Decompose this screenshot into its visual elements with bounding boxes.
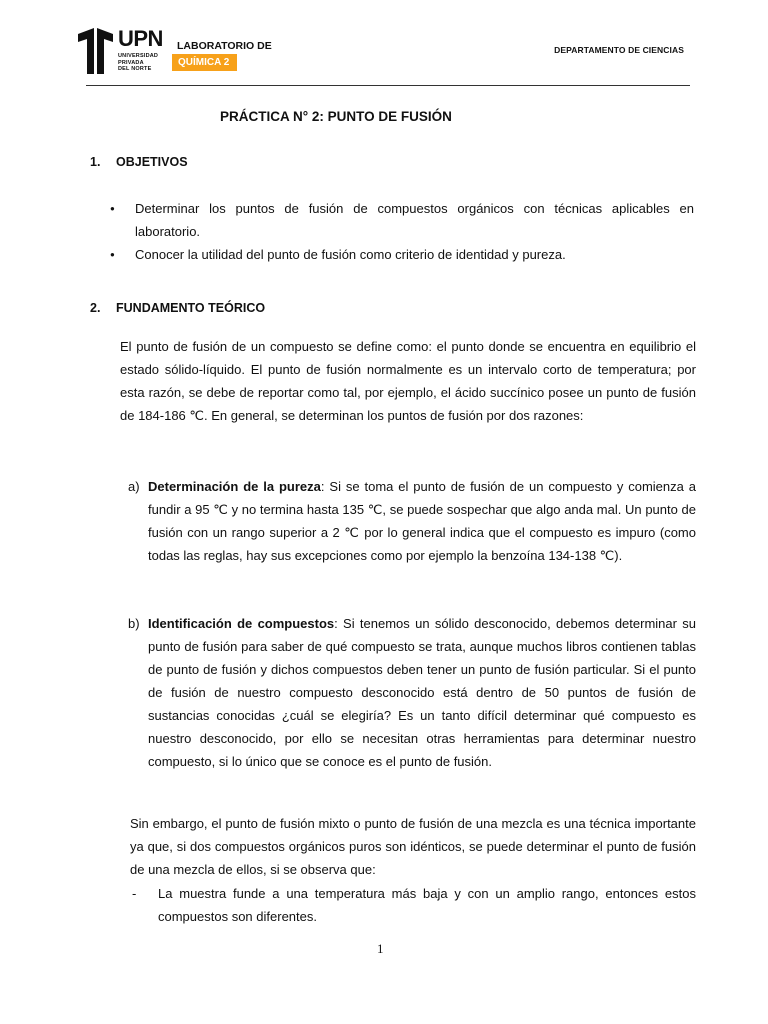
section-heading-fundamento: 2. FUNDAMENTO TEÓRICO xyxy=(90,301,266,315)
department-label: DEPARTAMENTO DE CIENCIAS xyxy=(554,45,684,55)
upn-torch-logo-icon xyxy=(78,28,116,74)
list-item-b: b) Identificación de compuestos: Si tenemos un sólido desconocido, debemos determinar su punto de fusión para saber de qué compuesto se trata, aunque muchos libros contienen tablas de punto de fusión y dichos compuestos deben tener un punto de fusión particular. Si el punto de fusión de nuestro compuesto desconocido está dentro de 50 puntos de fusión de sustancias conocidas ¿cuál se elegiría? Es un tanto difícil determinar qué compuesto es nuestro desconocido, por ello se necesitan otras herramientas para determinar nuestro compuesto, si lo único que se conoce es el punto de fusión. xyxy=(128,616,696,769)
dash-bullet: - xyxy=(132,886,137,901)
list-item: - La muestra funde a una temperatura más baja y con un amplio rango, entonces estos compuestos son diferentes. xyxy=(132,882,696,928)
lab-label: LABORATORIO DE xyxy=(177,40,272,52)
lab-badge: QUÍMICA 2 xyxy=(172,54,237,71)
upn-logo-subtitle: UNIVERSIDAD PRIVADA DEL NORTE xyxy=(118,53,159,72)
header-divider xyxy=(86,85,690,86)
upn-logo-text: UPN xyxy=(118,26,163,51)
list-item-a: a) Determinación de la pureza: Si se toma el punto de fusión de un compuesto y comienza a fundir a 95 ℃ y no termina hasta 135 ℃, se puede sospechar que algo anda mal. Un punto de fusión con un rango superior a 2 ℃ por lo general indica que el compuesto es impuro (como todas las reglas, hay sus excepciones como por ejemplo la benzoína 134-138 ℃). xyxy=(128,479,696,563)
page-header xyxy=(0,0,768,90)
bullet-icon: ● xyxy=(110,204,115,213)
closing-paragraph: Sin embargo, el punto de fusión mixto o punto de fusión de una mezcla es una técnica importante ya que, si dos compuestos orgánicos puros son idénticos, se puede determinar el punto de fusión de una mezcla de ellos, si se observa que: xyxy=(130,816,696,877)
list-item: ● Conocer la utilidad del punto de fusión como criterio de identidad y pureza. xyxy=(110,243,694,266)
list-item: ● Determinar los puntos de fusión de compuestos orgánicos con técnicas aplicables en laboratorio. xyxy=(110,197,694,243)
page-number: 1 xyxy=(377,941,384,956)
bullet-icon: ● xyxy=(110,250,115,259)
intro-paragraph: El punto de fusión de un compuesto se define como: el punto donde se encuentra en equilibrio el estado sólido-líquido. El punto de fusión normalmente es un intervalo corto de temperatura; por esta razón, se debe de reportar como tal, por ejemplo, el ácido succínico posee un punto de fusión de 184-186 ℃. En general, se determinan los puntos de fusión por dos razones: xyxy=(120,339,696,423)
section-heading-objetivos: 1. OBJETIVOS xyxy=(90,155,188,169)
page-title: PRÁCTICA N° 2: PUNTO DE FUSIÓN xyxy=(220,109,452,124)
